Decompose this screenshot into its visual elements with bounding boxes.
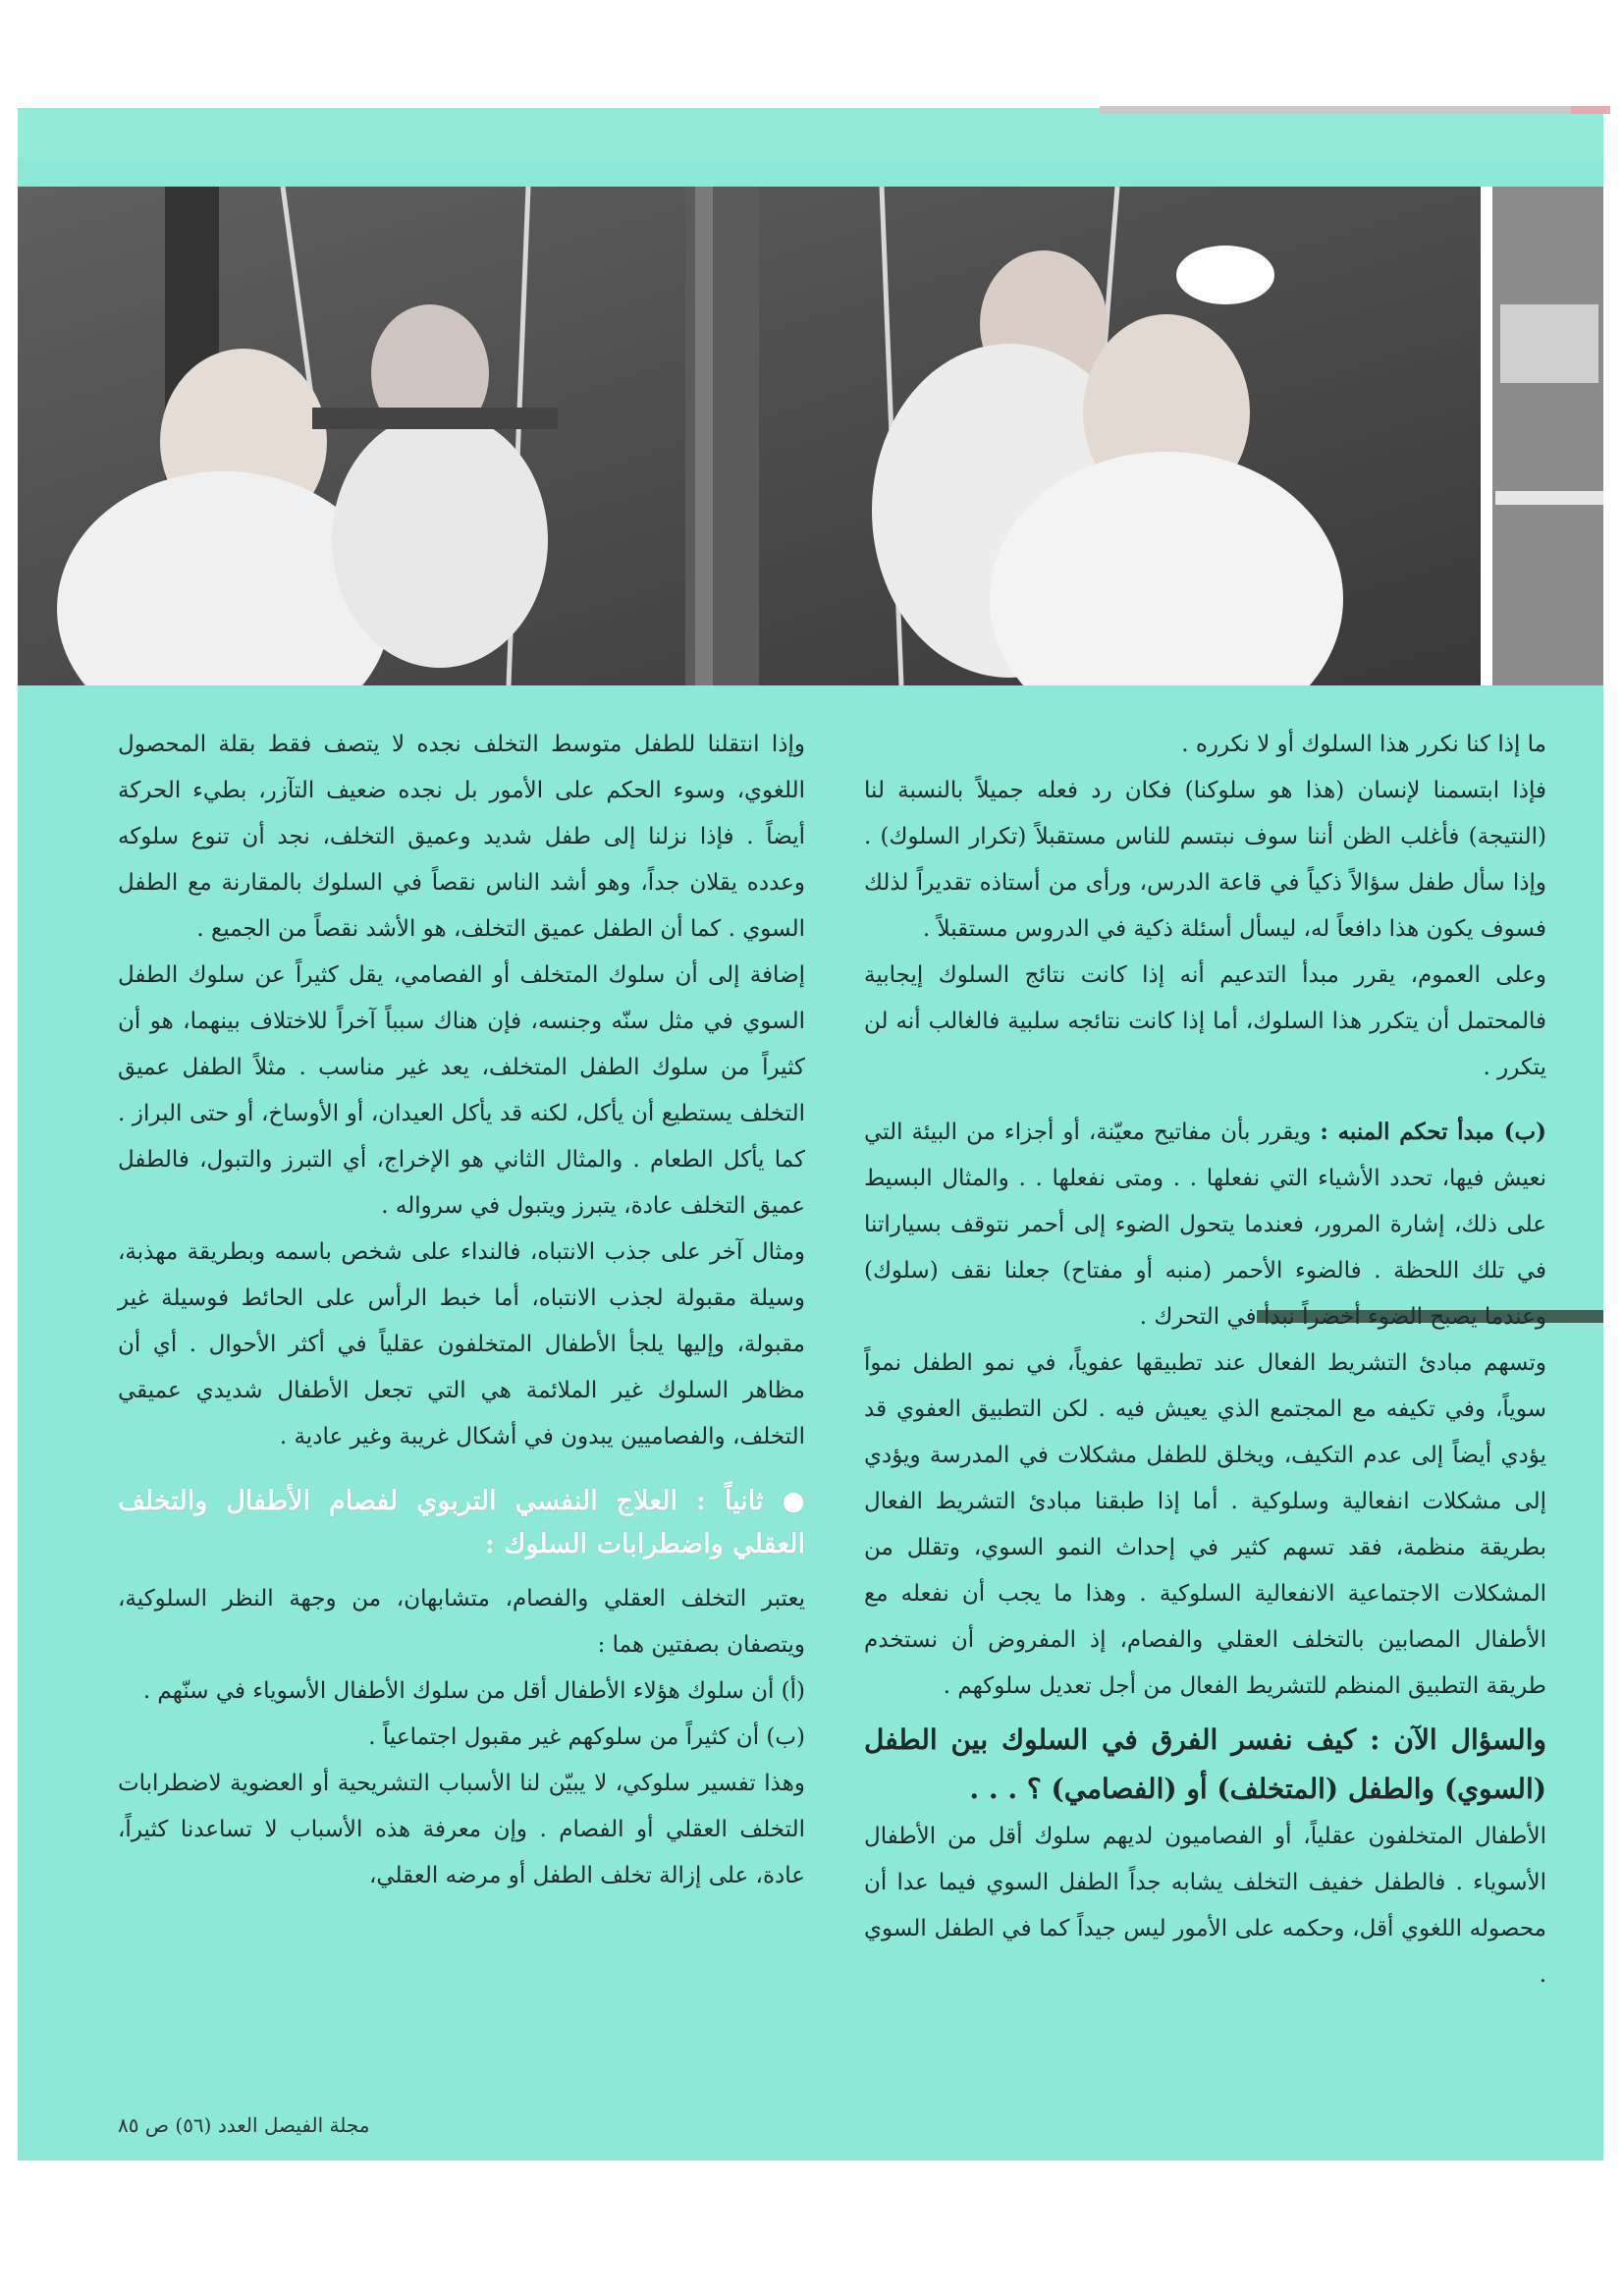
header-band: [18, 108, 1603, 159]
paragraph: [864, 1109, 1546, 1340]
paragraph: ما إذا كنا نكرر هذا السلوك أو لا نكرره .: [1181, 732, 1546, 757]
paragraph: وإذا انتقلنا للطفل متوسط التخلف نجده لا يتصف فقط بقلة المحصول اللغوي، وسوء الحكم على الأمور بل نجده ضعيف التآزر، بطيء الحركة أيضاً . فإذا نزلنا إلى طفل شديد وعميق التخلف، نجد أن تنوع سلوكه وعدده يقلان جداً، وهو أشد الناس نقصاً في السلوك بالمقارنة مع الطفل السوي . كما أن الطفل عميق التخلف، هو الأشد نقصاً من الجميع .: [118, 732, 805, 942]
paragraph: يعتبر التخلف العقلي والفصام، متشابهان، من وجهة النظر السلوكية، ويتصفان بصفتين هما :: [118, 1586, 805, 1658]
paragraph: الأطفال المتخلفون عقلياً، أو الفصاميون لديهم سلوك أقل من الأطفال الأسوياء . فالطفل خفيف التخلف يشابه جداً الطفل السوي فيما عدا أن محصوله اللغوي أقل، وحكمه على الأمور ليس جيداً كما في الطفل السوي .: [864, 1824, 1546, 1988]
question-heading: والسؤال الآن : كيف نفسر الفرق في السلوك بين الطفل (السوي) والطفل (المتخلف) أو (الفصامي) ؟ . . .: [864, 1723, 1546, 1805]
paragraph: إضافة إلى أن سلوك المتخلف أو الفصامي، يقل كثيراً عن سلوك الطفل السوي في مثل سنّه وجنسه، فإن هناك سبباً آخراً للاختلاف بينهما، هو أن كثيراً من سلوك الطفل المتخلف، يعد غير مناسب . مثلاً الطفل عميق التخلف يستطيع أن يأكل، لكنه قد يأكل العيدان، أو الأوساخ، أو حتى البراز . كما يأكل الطعام . والمثال الثاني هو الإخراج، أي التبرز والتبول، فالطفل عميق التخلف عادة، يتبرز ويتبول في سرواله .: [118, 962, 805, 1219]
list-item: (أ) أن سلوك هؤلاء الأطفال أقل من سلوك الأطفال الأسوياء في سنّهم .: [142, 1678, 805, 1704]
paragraph: فإذا ابتسمنا لإنسان (هذا هو سلوكنا) فكان رد فعله جميلاً بالنسبة لنا (النتيجة) فأغلب الظن أننا سوف نبتسم للناس مستقبلاً (تكرار السلوك) . وإذا سأل طفل سؤالاً ذكياً في قاعة الدرس، ورأى من أستاذه تقديراً لذلك فسوف يكون هذا دافعاً له، ليسأل أسئلة ذكية في الدروس مستقبلاً .: [864, 778, 1546, 942]
header-rule: [1100, 106, 1610, 114]
principle-label: (ب) مبدأ تحكم المنبه :: [1320, 1119, 1547, 1145]
spacer: [864, 1091, 1546, 1109]
page-footer: مجلة الفيصل العدد (٥٦) ص ٨٥: [118, 2113, 370, 2137]
left-column: [118, 722, 805, 1899]
section-heading: ● ثانياً : العلاج النفسي التربوي لفصام الأطفال والتخلف العقلي واضطرابات السلوك :: [118, 1486, 805, 1559]
right-column: [864, 722, 1546, 1998]
paragraph: وهذا تفسير سلوكي، لا يبيّن لنا الأسباب التشريحية أو العضوية لاضطرابات التخلف العقلي أو الفصام . وإن معرفة هذه الأسباب لا تساعدنا كثيراً، عادة، على إزالة تخلف الطفل أو مرضه العقلي،: [118, 1771, 805, 1888]
header-rule-accent: [1571, 106, 1610, 114]
paragraph-text: ويقرر بأن مفاتيح معيّنة، أو أجزاء من البيئة التي نعيش فيها، تحدد الأشياء التي نفعلها . . ومتى نفعلها . . والمثال البسيط على ذلك، إشارة المرور، فعندما يتحول الضوء إلى أحمر نتوقف بسياراتنا في تلك اللحظة . فالضوء الأحمر (منبه أو مفتاح) جعلنا نقف (سلوك) وعندما يصبح الضوء أخضراً نبدأ في التحرك .: [864, 1120, 1546, 1330]
paragraph: وتسهم مبادئ التشريط الفعال عند تطبيقها عفوياً، في نمو الطفل نمواً سوياً، وفي تكيفه مع المجتمع الذي يعيش فيه . لكن التطبيق العفوي قد يؤدي أيضاً إلى عدم التكيف، ويخلق للطفل مشكلات في المدرسة ويؤدي إلى مشكلات انفعالية وسلوكية . أما إذا طبقنا مبادئ التشريط الفعال بطريقة منظمة، فقد تسهم كثير في إحداث النمو السوي، وتقلل من المشكلات الاجتماعية الانفعالية السلوكية . وهذا ما يجب أن نفعله مع الأطفال المصابين بالتخلف العقلي والفصام، إذ المفروض أن نستخدم طريقة التطبيق المنظم للتشريط الفعال من أجل تعديل سلوكهم .: [864, 1350, 1546, 1699]
paragraph: وعلى العموم، يقرر مبدأ التدعيم أنه إذا كانت نتائج السلوك إيجابية فالمحتمل أن يتكرر هذا السلوك، أما إذا كانت نتائجه سلبية فالغالب أنه لن يتكرر .: [864, 962, 1546, 1080]
list-item: (ب) أن كثيراً من سلوكهم غير مقبول اجتماعياً .: [368, 1724, 805, 1750]
children-on-swings-photo: [18, 187, 1603, 685]
paragraph: ومثال آخر على جذب الانتباه، فالنداء على شخص باسمه وبطريقة مهذبة، وسيلة مقبولة لجذب الانتباه، أما خبط الرأس على الحائط فوسيلة غير مقبولة، وإليها يلجأ الأطفال المتخلفون عقلياً في أكثر الأحوال . أي أن مظاهر السلوك غير الملائمة هي التي تجعل الأطفال شديدي عميقي التخلف، والفصاميين يبدون في أشكال غريبة وغير عادية .: [118, 1239, 805, 1449]
